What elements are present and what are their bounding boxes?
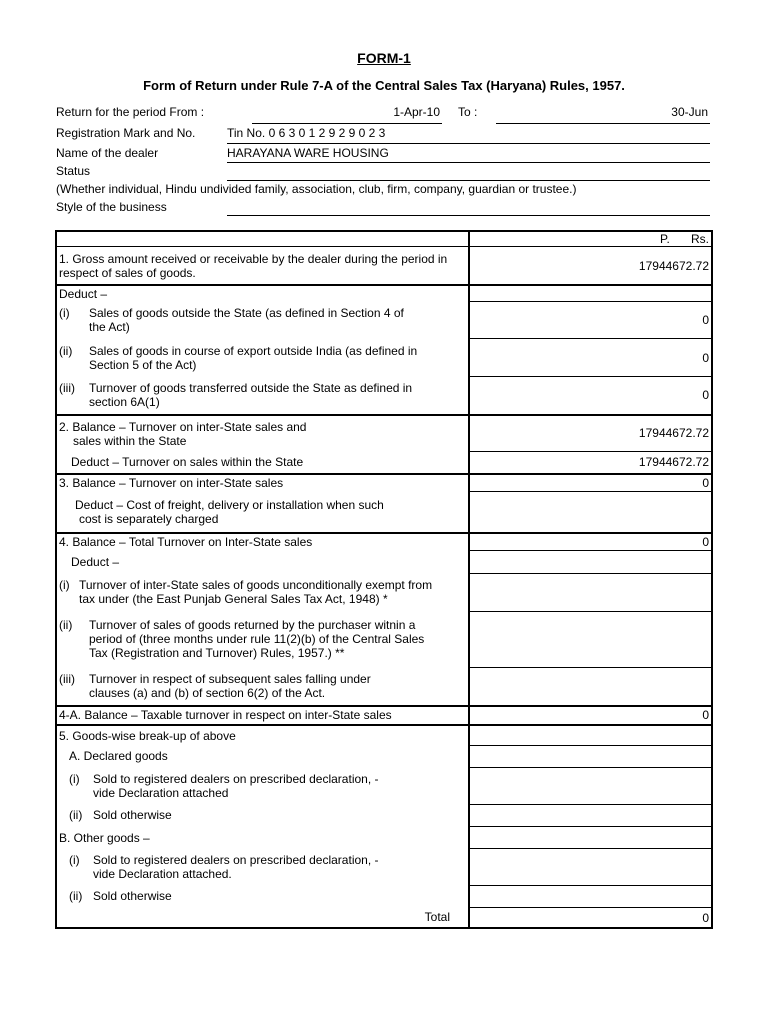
registration-underline [227,143,710,144]
return-table [55,230,713,929]
row4ii-text: Turnover of sales of goods returned by the purchaser witnin a period of (three months under rule 11(2)(b) of the Central Sales Tax (Registration and Turnover) Rules, 1957.) ** [89,618,425,661]
table-row [56,826,712,848]
deduct-label-1: Deduct – [56,285,469,301]
table-row [56,301,712,339]
table-row [56,804,712,826]
table-row [56,451,712,473]
period-from-value: 1-Apr-10 [393,105,440,119]
col-p-header: P. [660,232,670,246]
row4i-text: Turnover of inter-State sales of goods unconditionally exempt from tax under (the East Punjab General Sales Tax Act, 1948) * [79,578,433,607]
period-to-value: 30-Jun [671,105,708,119]
table-row [56,551,712,573]
row4-label: 4. Balance – Total Turnover on Inter-State sales [56,533,469,551]
row3-value: 0 [469,474,712,492]
row3-label: 3. Balance – Turnover on inter-State sales [56,474,469,492]
row5ai-num: (i) [69,771,80,786]
row5bi-text: Sold to registered dealers on prescribed declaration, - vide Declaration attached. [93,852,379,881]
row1i-num: (i) [59,306,70,321]
table-row [56,667,712,706]
row1iii-value: 0 [702,388,709,403]
table-row [56,285,712,301]
row5b-label: B. Other goods – [56,826,469,848]
registration-value: Tin No. 0 6 3 0 1 2 9 2 9 0 2 3 [227,126,386,140]
row5bii-text: Sold otherwise [93,889,172,904]
row1iii-num: (iii) [59,381,75,396]
row4a-value: 0 [469,706,712,725]
row3-deduct-label-b: cost is separately charged [79,511,219,526]
status-note: (Whether individual, Hindu undivided family, association, club, firm, company, guardian or trustee.) [56,182,577,196]
row2-deduct-label: Deduct – Turnover on sales within the State [56,451,469,473]
table-row [56,474,712,492]
row4iii-num: (iii) [59,672,75,687]
table-row [56,492,712,533]
style-label: Style of the business [56,200,167,214]
row1iii-text: Turnover of goods transferred outside the State as defined in section 6A(1) [89,381,413,410]
table-row [56,612,712,668]
row1ii-num: (ii) [59,343,73,358]
dealer-underline [227,162,710,163]
row4-deduct-label: Deduct – [56,551,469,573]
form-title: FORM-1 [357,50,411,66]
row4-value: 0 [469,533,712,551]
row2-value: 17944672.72 [469,415,712,451]
row3-deduct-label-a: Deduct – Cost of freight, delivery or installation when such [75,497,384,512]
row4iii-text: Turnover in respect of subsequent sales falling under clauses (a) and (b) of section 6(2) of the Act. [89,672,371,701]
row1-value: 17944672.72 [469,247,712,286]
table-row [56,745,712,767]
row5bii-num: (ii) [69,889,83,904]
table-header-row [56,231,712,247]
table-row [56,849,712,885]
status-label: Status [56,164,91,178]
row5aii-num: (ii) [69,808,83,823]
row5a-label: A. Declared goods [56,745,469,767]
table-row [56,706,712,725]
table-row [56,768,712,804]
row4i-num: (i) [59,578,70,593]
table-row [56,725,712,745]
row1i-value: 0 [469,301,712,339]
form-subtitle: Form of Return under Rule 7-A of the Central Sales Tax (Haryana) Rules, 1957. [143,78,625,93]
row4ii-num: (ii) [59,618,73,633]
row5bi-num: (i) [69,852,80,867]
table-row [56,533,712,551]
row2-label-a: 2. Balance – Turnover on inter-State sales and [59,419,307,434]
row2-label-b: sales within the State [73,433,187,448]
style-underline [227,215,710,216]
dealer-label: Name of the dealer [56,146,159,160]
table-row [56,247,712,286]
to-label: To : [458,105,478,119]
period-to-underline [496,123,710,124]
table-row [56,573,712,612]
row2-deduct-value: 17944672.72 [638,455,709,470]
table-row [56,415,712,451]
table-row [56,885,712,907]
registration-label: Registration Mark and No. [56,126,196,140]
row5-label: 5. Goods-wise break-up of above [56,725,469,745]
row5aii-text: Sold otherwise [93,808,172,823]
col-rs-header: Rs. [691,232,709,247]
period-label: Return for the period From : [56,105,205,119]
total-label: Total [56,908,469,929]
row4a-label: 4-A. Balance – Taxable turnover in respect on inter-State sales [56,706,469,725]
row1ii-value: 0 [469,339,712,377]
row1-label: 1. Gross amount received or receivable by the dealer during the period in respect of sales of goods. [59,251,448,280]
row1ii-text: Sales of goods in course of export outside India (as defined in Section 5 of the Act) [89,343,418,372]
table-row [56,376,712,415]
row5ai-text: Sold to registered dealers on prescribed declaration, - vide Declaration attached [93,771,379,800]
table-row [56,339,712,377]
total-value: 0 [702,910,709,925]
status-underline [227,180,710,181]
dealer-value: HARAYANA WARE HOUSING [227,146,389,160]
table-row [56,908,712,929]
row1i-text: Sales of goods outside the State (as defined in Section 4 of the Act) [89,306,404,335]
period-from-underline [252,123,442,124]
